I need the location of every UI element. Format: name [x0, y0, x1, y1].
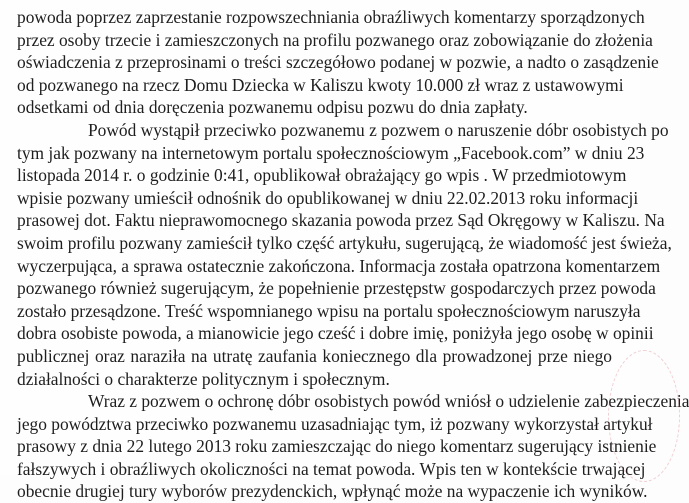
- text-line: zostało przesądzone. Treść wspomnianego wpisu na portalu społecznościowym naruszyła: [17, 300, 641, 321]
- text-line: prasowy z dnia 22 lutego 2013 roku zamieszczając do niego komentarz sugerujący istnienie: [17, 436, 657, 457]
- document-body: [17, 6, 689, 503]
- text-line: tym jak pozwany na internetowym portalu społecznościowym „Facebook.com” w dniu 23: [17, 142, 645, 163]
- text-line: prasowej dot. Faktu nieprawomocnego skazania powoda przez Sąd Okręgowy w Kaliszu. Na: [17, 210, 665, 231]
- text-line: obecnie drugiej tury wyborów prezydenckich, wpłynąć może na wypaczenie ich wyników.: [17, 481, 648, 502]
- text-line: dobra osobiste powoda, a mianowicie jego cześć i dobre imię, poniżyła jego osobę w opinii: [17, 323, 654, 344]
- text-line: swoim profilu pozwany zamieścił tylko część artykułu, sugerującą, że wiadomość jest świeża,: [17, 232, 672, 253]
- text-line: oświadczenia z przeprosinami o treści szczegółowo podanej w pozwie, a nadto o zasądzenie: [17, 52, 659, 73]
- text-line: działalności o charakterze politycznym i społecznym.: [17, 368, 390, 389]
- text-line: wpisie pozwany umieścił odnośnik do opublikowanej w dniu 22.02.2013 roku informacji: [17, 187, 639, 208]
- text-line: listopada 2014 r. o godzinie 0:41, opublikował obrażający go wpis . W przedmiotowym: [17, 165, 627, 186]
- text-line: powoda poprzez zaprzestanie rozpowszechniania obraźliwych komentarzy sporządzonych: [17, 7, 645, 27]
- text-line: odsetkami od dnia doręczenia pozwanemu odpisu pozwu do dnia zapłaty.: [17, 97, 528, 118]
- text-line: fałszywych i obraźliwych okoliczności na temat powoda. Wpis ten w kontekście trwającej: [17, 458, 646, 479]
- text-line: od pozwanego na rzecz Domu Dziecka w Kaliszu kwoty 10.000 zł wraz z ustawowymi: [17, 74, 624, 95]
- text-line: pozwanego również sugerującym, że popełnienie przestępstw gospodarczych przez powoda: [17, 278, 656, 299]
- text-line: jego powództwa przeciwko pozwanemu uzasadniając tym, iż pozwany wykorzystał artykuł: [17, 413, 653, 434]
- text-line: Powód wystąpił przeciwko pozwanemu z pozwem o naruszenie dóbr osobistych po: [88, 119, 669, 140]
- text-line: publicznej oraz naraziła na utratę zaufania koniecznego dla prowadzonej prze niego: [17, 345, 612, 366]
- text-line: wyczerpująca, a sprawa ostatecznie zakończona. Informacja została opatrzona komentarzem: [17, 255, 661, 276]
- paragraph-3: [17, 390, 689, 503]
- paragraph-1: [17, 6, 659, 119]
- text-line: Wraz z pozwem o ochronę dóbr osobistych powód wniósł o udzielenie zabezpieczenia: [88, 391, 689, 412]
- stamp-mark: [608, 350, 680, 482]
- text-line: przez osoby trzecie i zamieszczonych na profilu pozwanego oraz zobowiązanie do złożenia: [17, 29, 653, 50]
- paragraph-2: [17, 119, 672, 390]
